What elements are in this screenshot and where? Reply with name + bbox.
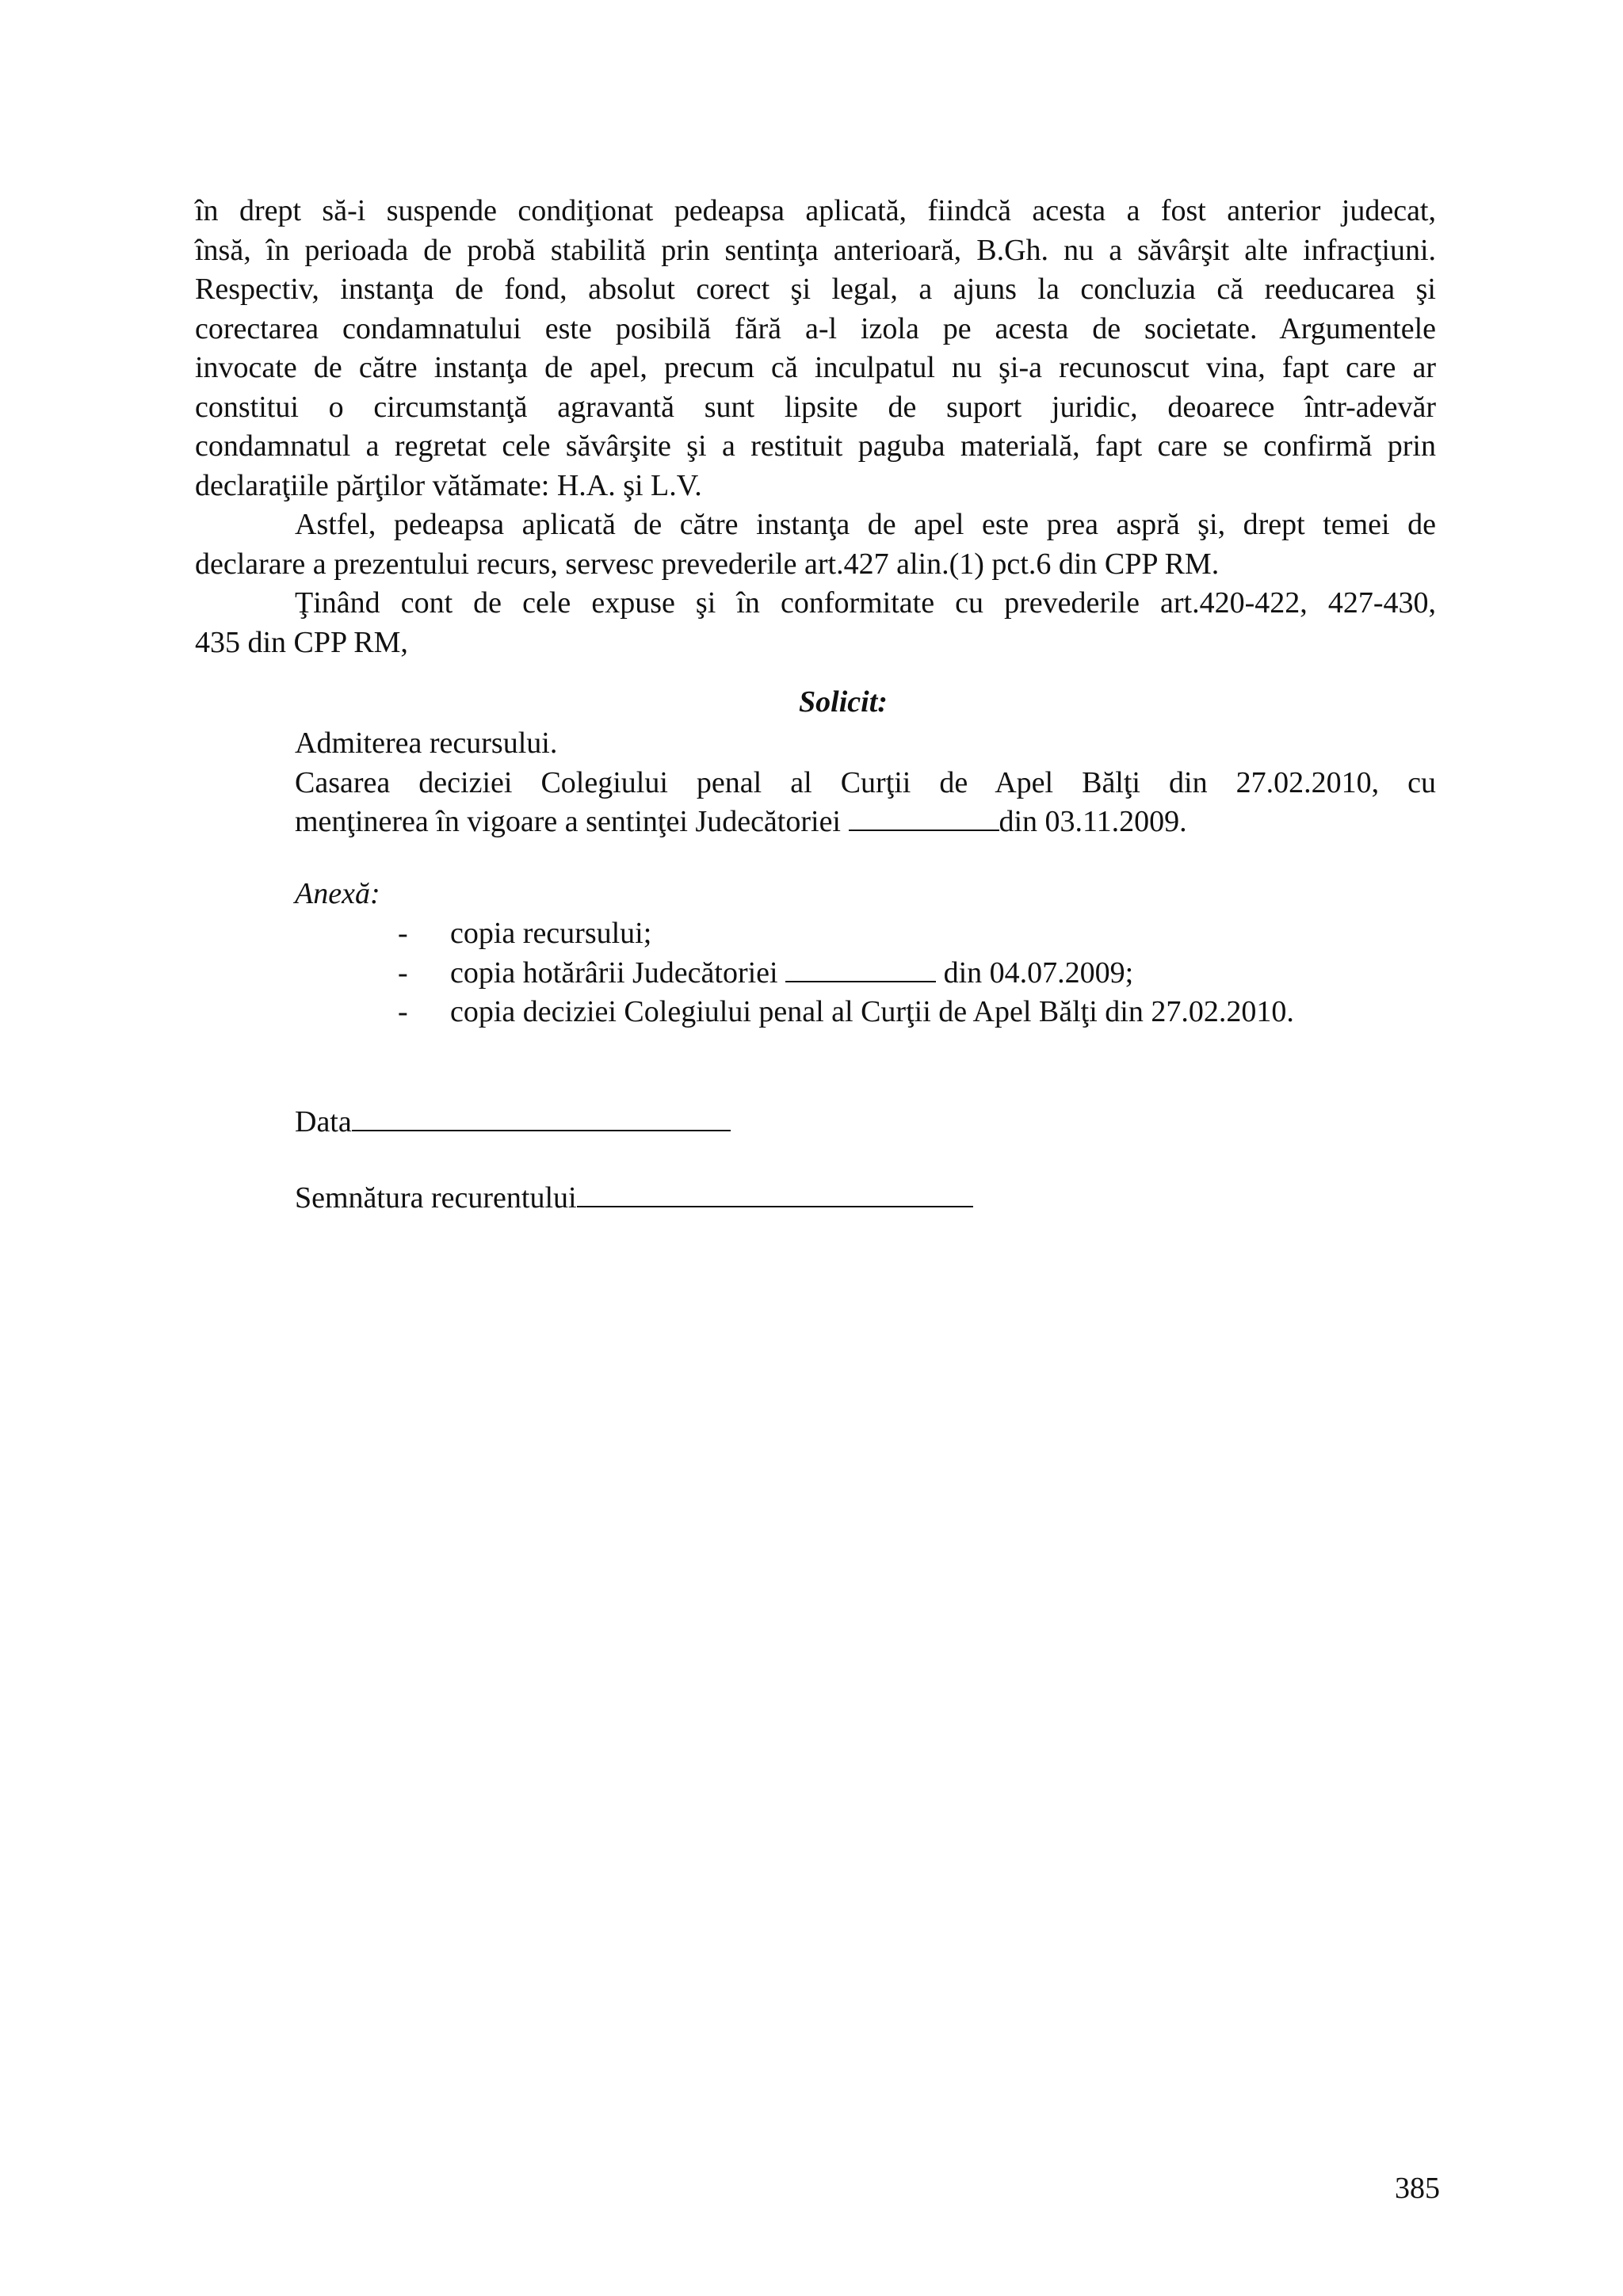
request-item-2-line-1: Casarea deciziei Colegiului penal al Curţii de Apel Bălţi din 27.02.2010, cu bbox=[295, 765, 1436, 799]
paragraph-1-line-5: invocate de către instanţa de apel, precum că inculpatul nu şi-a recunoscut vina, fapt care ar bbox=[195, 351, 1436, 384]
paragraph-1-line-3: Respectiv, instanţa de fond, absolut corect şi legal, a ajuns la concluzia că reeducarea şi bbox=[195, 273, 1436, 306]
date-blank[interactable] bbox=[352, 1103, 731, 1131]
paragraph-1-line-1: în drept să-i suspende condiţionat pedeapsa aplicată, fiindcă acesta a fost anterior judecat, bbox=[195, 194, 1436, 227]
annex-item bbox=[398, 914, 1294, 954]
date-label: Data bbox=[295, 1105, 352, 1138]
request-heading-text: Solicit: bbox=[799, 685, 888, 719]
list-dash: - bbox=[398, 917, 408, 950]
list-dash: - bbox=[398, 995, 408, 1028]
court-name-blank[interactable] bbox=[785, 954, 936, 982]
paragraph-1-line-6: constitui o circumstanţă agravantă sunt lipsite de suport juridic, deoarece într-adevăr bbox=[195, 390, 1436, 424]
paragraph-3-line-2: 435 din CPP RM, bbox=[195, 625, 408, 659]
signature-blank[interactable] bbox=[577, 1179, 973, 1207]
request-item-1: Admiterea recursului. bbox=[295, 727, 558, 760]
paragraph-3 bbox=[195, 584, 1436, 662]
annex-item-1-text: copia recursului; bbox=[450, 917, 652, 950]
court-name-blank[interactable] bbox=[849, 803, 999, 831]
list-dash: - bbox=[398, 955, 408, 990]
page-number: 385 bbox=[1395, 2172, 1440, 2205]
annex-list bbox=[398, 914, 1294, 1032]
request-heading bbox=[0, 683, 1623, 723]
paragraph-1-line-8: declaraţiile părţilor vătămate: H.A. şi L.V. bbox=[195, 468, 702, 502]
request-list bbox=[295, 724, 1436, 842]
paragraph-2-line-1: Astfel, pedeapsa aplicată de către instanţa de apel este prea aspră şi, drept temei de bbox=[295, 508, 1436, 541]
annex-title: Anexă: bbox=[295, 877, 380, 910]
paragraph-2-line-2: declarare a prezentului recurs, servesc prevederile art.427 alin.(1) pct.6 din CPP RM. bbox=[195, 547, 1220, 581]
date-row bbox=[295, 1103, 731, 1142]
paragraph-1-line-4: corectarea condamnatului este posibilă fără a-l izola pe acesta de societate. Argumentele bbox=[195, 311, 1436, 345]
request-item-2-text-before: menţinerea în vigoare a sentinţei Judecătoriei bbox=[295, 805, 849, 838]
annex-item-2-text-before: copia hotărârii Judecătoriei bbox=[450, 955, 786, 990]
signature-row bbox=[295, 1179, 973, 1219]
request-item-2-line-2 bbox=[295, 803, 1436, 842]
annex-item-2-text-after: din 04.07.2009; bbox=[936, 955, 1134, 990]
signature-label: Semnătura recurentului bbox=[295, 1181, 577, 1215]
paragraph-1-line-7: condamnatul a regretat cele săvârşite şi a restituit paguba materială, fapt care se confirmă prin bbox=[195, 429, 1436, 463]
paragraph-1-line-2: însă, în perioada de probă stabilită prin sentinţa anterioară, B.Gh. nu a săvârşit alte infracţiuni. bbox=[195, 233, 1436, 267]
annex-item-3-text: copia deciziei Colegiului penal al Curţii de Apel Bălţi din 27.02.2010. bbox=[450, 995, 1294, 1028]
paragraph-2 bbox=[195, 505, 1436, 584]
request-item-2-text-after: din 03.11.2009. bbox=[999, 805, 1187, 838]
paragraph-1 bbox=[195, 192, 1436, 505]
annex-item bbox=[398, 993, 1294, 1032]
annex-item bbox=[398, 954, 1294, 994]
paragraph-3-line-1: Ţinând cont de cele expuse şi în conformitate cu prevederile art.420-422, 427-430, bbox=[295, 586, 1436, 620]
